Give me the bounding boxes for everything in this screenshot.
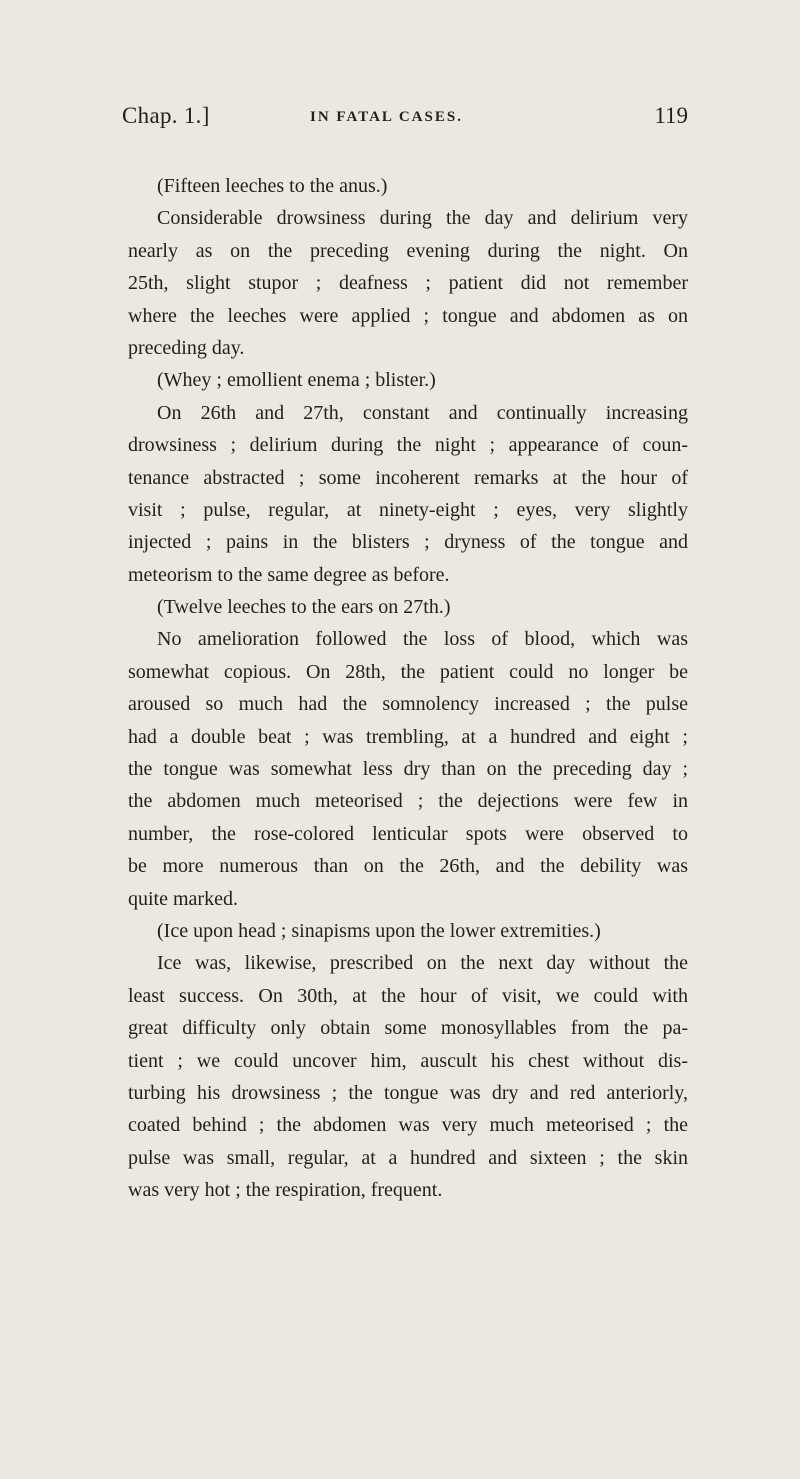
text-line: coated behind ; the abdomen was very much meteorised ; the: [128, 1114, 688, 1137]
text-line: Ice was, likewise, prescribed on the next day without the: [157, 952, 688, 975]
text-line: turbing his drowsiness ; the tongue was dry and red anteriorly,: [128, 1081, 688, 1104]
running-title: IN FATAL CASES.: [310, 109, 463, 125]
text-line: the abdomen much meteorised ; the dejections were few in: [128, 790, 688, 813]
text-line: be more numerous than on the 26th, and the debility was: [128, 855, 688, 878]
text-line: visit ; pulse, regular, at ninety-eight ; eyes, very slightly: [128, 498, 688, 521]
text-line: meteorism to the same degree as before.: [128, 563, 450, 586]
body-text: [128, 170, 688, 1207]
text-line: nearly as on the preceding evening during the night. On: [128, 239, 688, 262]
text-line: somewhat copious. On 28th, the patient could no longer be: [128, 660, 688, 683]
page-number: 119: [654, 103, 688, 128]
text-line: least success. On 30th, at the hour of visit, we could with: [128, 984, 688, 1007]
text-line: drowsiness ; delirium during the night ; appearance of coun-: [128, 434, 688, 457]
text-line: Considerable drowsiness during the day and delirium very: [157, 207, 688, 230]
text-line: had a double beat ; was trembling, at a hundred and eight ;: [128, 725, 688, 748]
text-line: (Ice upon head ; sinapisms upon the lower extremities.): [157, 919, 601, 942]
running-head: [122, 103, 688, 143]
text-line: where the leeches were applied ; tongue and abdomen as on: [128, 304, 688, 327]
text-line: quite marked.: [128, 887, 238, 910]
text-line: pulse was small, regular, at a hundred and sixteen ; the skin: [128, 1146, 688, 1169]
text-line: number, the rose-colored lenticular spots were observed to: [128, 822, 688, 845]
text-line: great difficulty only obtain some monosyllables from the pa-: [128, 1017, 688, 1040]
text-line: aroused so much had the somnolency increased ; the pulse: [128, 693, 688, 716]
text-line: (Twelve leeches to the ears on 27th.): [157, 596, 451, 619]
text-line: (Whey ; emollient enema ; blister.): [157, 369, 436, 392]
text-line: (Fifteen leeches to the anus.): [157, 175, 388, 197]
text-line: was very hot ; the respiration, frequent.: [128, 1179, 443, 1202]
text-line: the tongue was somewhat less dry than on the preceding day ;: [128, 758, 688, 781]
text-line: tenance abstracted ; some incoherent remarks at the hour of: [128, 466, 688, 489]
text-line: injected ; pains in the blisters ; dryness of the tongue and: [128, 531, 688, 554]
text-line: preceding day.: [128, 336, 245, 359]
text-line: No amelioration followed the loss of blood, which was: [157, 628, 688, 651]
text-line: 25th, slight stupor ; deafness ; patient did not remember: [128, 272, 688, 295]
text-line: On 26th and 27th, constant and continually increasing: [157, 401, 688, 424]
text-line: tient ; we could uncover him, auscult his chest without dis-: [128, 1049, 688, 1072]
chapter-reference: Chap. 1.]: [122, 103, 210, 128]
